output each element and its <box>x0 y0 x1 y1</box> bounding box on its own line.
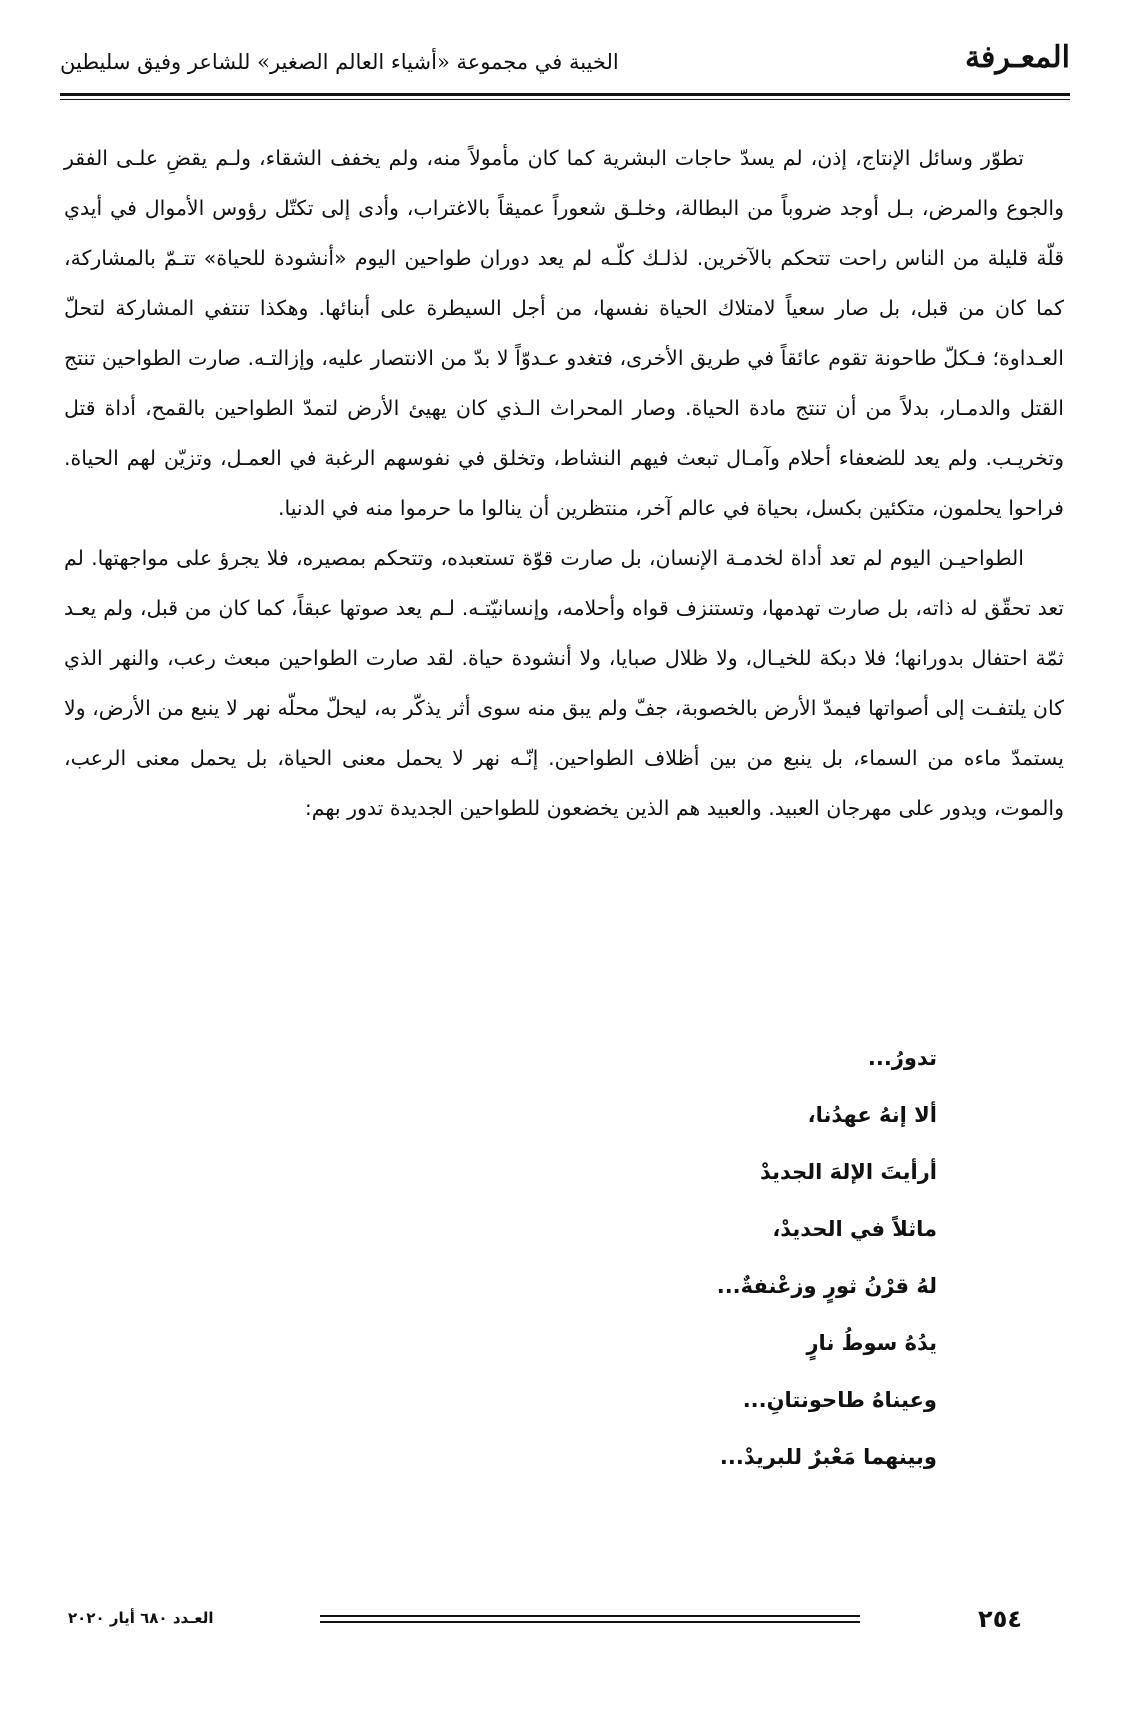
poem-line: أرأيتَ الإلهَ الجديدْ <box>759 1160 937 1184</box>
header-rule-thick <box>60 93 1070 96</box>
poem-line: لهُ قرْنُ ثورٍ وزعْنفةٌ... <box>716 1274 937 1298</box>
footer-rule-top <box>320 1615 860 1617</box>
poem-line: يدُهُ سوطُ نارٍ <box>806 1331 937 1355</box>
page-number: ٢٥٤ <box>978 1605 1022 1633</box>
footer-rule-bottom <box>320 1621 860 1623</box>
paragraph-2: الطواحيـن اليوم لم تعد أداة لخدمـة الإنسان، بل صارت قوّة تستعبده، وتتحكم بمصيره، فلا يجرؤ على مواجهتها. لم تعد تحقّق له ذاته، بل صارت تهدمها، وتستنزف قواه وأحلامه، وإنسانيّتـه. لـم يعد صوتها عبقاً، كما كان من قبل، ولم يعـد ثمّة احتفال بدورانها؛ فلا دبكة للخيـال، ولا ظلال صبايا، ولا أنشودة حياة. لقد صارت الطواحين مبعث رعب، والنهر الذي كان يلتفـت إلى أصواتها فيمدّ الأرض بالخصوبة، جفّ ولم يبق منه سوى أثر يذكّر به، ليحلّ محلّه نهر لا ينبع من الأرض، ولا يستمدّ ماءه من السماء، بل ينبع من بين أظلاف الطواحين. إنّـه نهر لا يحمل معنى الحياة، بل يحمل معنى الرعب، والموت، ويدور على مهرجان العبيد. والعبيد هم الذين يخضعون للطواحين الجديدة تدور بهم: <box>64 546 1064 820</box>
page-header <box>60 34 1070 90</box>
poem-line: ألا إنهُ عهدُنا، <box>807 1103 937 1127</box>
running-title: الخيبة في مجموعة «أشياء العالم الصغير» للشاعر وفيق سليطين <box>60 50 619 74</box>
issue-info: العـدد ٦٨٠ أيار ٢٠٢٠ <box>68 1609 214 1627</box>
magazine-logo: المعـرفة <box>964 40 1070 75</box>
poem-line: تدورُ... <box>867 1046 937 1070</box>
header-rule-thin <box>60 99 1070 100</box>
page-footer <box>60 1605 1070 1645</box>
article-body <box>64 133 1064 833</box>
poem-line: وبينهما مَعْبرٌ للبريدْ... <box>719 1445 937 1469</box>
poem-excerpt <box>437 1030 937 1486</box>
paragraph-1: تطوّر وسائل الإنتاج، إذن، لم يسدّ حاجات البشرية كما كان مأمولاً منه، ولم يخفف الشقاء، ولـم يقضِ علـى الفقر والجوع والمرض، بـل أوجد ضروباً من البطالة، وخلـق شعوراً عميقاً بالاغتراب، وأدى إلى تكتّل رؤوس الأموال في أيدي قلّة قليلة من الناس راحت تتحكم بالآخرين. لذلـك كلّـه لم يعد دوران طواحين اليوم «أنشودة للحياة» تتـمّ بالمشاركة، كما كان من قبل، بل صار سعياً لامتلاك الحياة نفسها، من أجل السيطرة على أبنائها. وهكذا تنتفي المشاركة لتحلّ العـداوة؛ فـكلّ طاحونة تقوم عائقاً في طريق الأخرى، فتغدو عـدوّاً لا بدّ من الانتصار عليه، وإزالتـه. صارت الطواحين تنتج القتل والدمـار، بدلاً من أن تنتج مادة الحياة. وصار المحراث الـذي كان يهيئ الأرض لتمدّ الطواحين بالقمح، أداة قتل وتخريـب. ولم يعد للضعفاء أحلام وآمـال تبعث فيهم النشاط، وتخلق في نفوسهم الرغبة في العمـل، وتزيّن لهم الحياة. فراحوا يحلمون، متكئين بكسل، بحياة في عالم آخر، منتظرين أن ينالوا ما حرموا منه في الدنيا. <box>64 146 1064 520</box>
poem-line: ماثلاً في الحديدْ، <box>772 1217 937 1241</box>
poem-line: وعيناهُ طاحونتانِ... <box>742 1388 937 1412</box>
